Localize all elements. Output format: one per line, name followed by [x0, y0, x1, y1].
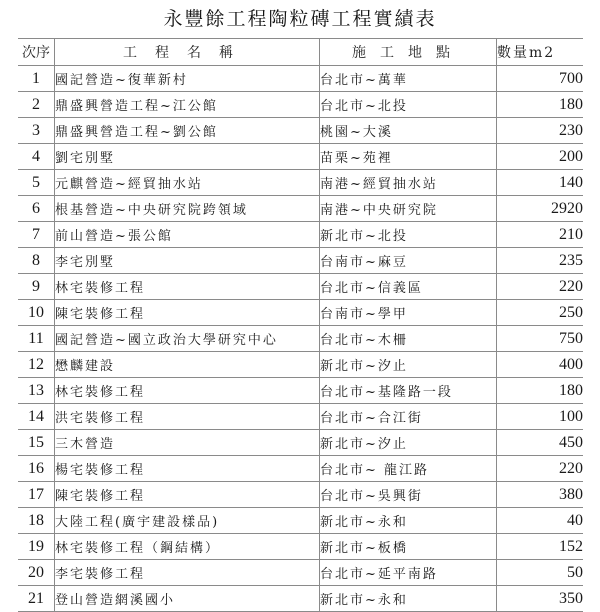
header-quantity: 數量m2 — [497, 39, 584, 66]
cell-location: 台南市~麻豆 — [320, 248, 497, 274]
cell-project-name: 大陸工程(廣宇建設樣品) — [55, 508, 320, 534]
cell-location: 台北市~北投 — [320, 92, 497, 118]
cell-no: 5 — [18, 170, 55, 196]
table-row — [18, 534, 583, 560]
table-row — [18, 352, 583, 378]
cell-project-name: 國記營造~復華新村 — [55, 66, 320, 92]
cell-quantity: 180 — [497, 378, 584, 404]
table-row — [18, 222, 583, 248]
project-records-table — [18, 38, 583, 612]
table-row — [18, 430, 583, 456]
cell-location: 新北市~永和 — [320, 586, 497, 612]
cell-project-name: 鼎盛興營造工程~江公館 — [55, 92, 320, 118]
table-row — [18, 170, 583, 196]
header-location: 施工地點 — [320, 39, 497, 66]
cell-quantity: 40 — [497, 508, 584, 534]
cell-location: 南港~經貿抽水站 — [320, 170, 497, 196]
cell-no: 11 — [18, 326, 55, 352]
table-row — [18, 482, 583, 508]
cell-location: 新北市~北投 — [320, 222, 497, 248]
cell-location: 台北市~吳興街 — [320, 482, 497, 508]
cell-no: 4 — [18, 144, 55, 170]
table-row — [18, 326, 583, 352]
cell-quantity: 235 — [497, 248, 584, 274]
cell-quantity: 152 — [497, 534, 584, 560]
cell-quantity: 140 — [497, 170, 584, 196]
cell-quantity: 230 — [497, 118, 584, 144]
cell-quantity: 380 — [497, 482, 584, 508]
cell-quantity: 450 — [497, 430, 584, 456]
cell-location: 台南市~學甲 — [320, 300, 497, 326]
table-row — [18, 92, 583, 118]
table-header-row — [18, 39, 583, 66]
cell-no: 6 — [18, 196, 55, 222]
cell-location: 苗栗~苑裡 — [320, 144, 497, 170]
cell-no: 8 — [18, 248, 55, 274]
cell-no: 19 — [18, 534, 55, 560]
cell-project-name: 李宅別墅 — [55, 248, 320, 274]
table-row — [18, 118, 583, 144]
cell-quantity: 250 — [497, 300, 584, 326]
cell-no: 18 — [18, 508, 55, 534]
cell-location: 台北市~ 龍江路 — [320, 456, 497, 482]
table-row — [18, 456, 583, 482]
cell-project-name: 楊宅裝修工程 — [55, 456, 320, 482]
cell-no: 17 — [18, 482, 55, 508]
cell-location: 台北市~基隆路一段 — [320, 378, 497, 404]
table-row — [18, 404, 583, 430]
cell-location: 南港~中央研究院 — [320, 196, 497, 222]
document-title: 永豐餘工程陶粒磚工程實績表 — [163, 8, 437, 30]
cell-project-name: 懋麟建設 — [55, 352, 320, 378]
table-row — [18, 274, 583, 300]
cell-project-name: 前山營造~張公館 — [55, 222, 320, 248]
cell-project-name: 陳宅裝修工程 — [55, 300, 320, 326]
cell-quantity: 400 — [497, 352, 584, 378]
cell-project-name: 洪宅裝修工程 — [55, 404, 320, 430]
table-row — [18, 586, 583, 612]
cell-project-name: 三木營造 — [55, 430, 320, 456]
cell-no: 20 — [18, 560, 55, 586]
cell-location: 新北市~汐止 — [320, 430, 497, 456]
cell-project-name: 李宅裝修工程 — [55, 560, 320, 586]
cell-location: 台北市~信義區 — [320, 274, 497, 300]
cell-quantity: 2920 — [497, 196, 584, 222]
cell-quantity: 200 — [497, 144, 584, 170]
table-body — [18, 66, 583, 612]
cell-quantity: 210 — [497, 222, 584, 248]
cell-location: 新北市~永和 — [320, 508, 497, 534]
cell-no: 10 — [18, 300, 55, 326]
table-row — [18, 248, 583, 274]
cell-no: 15 — [18, 430, 55, 456]
cell-location: 台北市~萬華 — [320, 66, 497, 92]
cell-quantity: 180 — [497, 92, 584, 118]
cell-no: 12 — [18, 352, 55, 378]
table-row — [18, 508, 583, 534]
cell-project-name: 林宅裝修工程 — [55, 378, 320, 404]
header-name: 工程名稱 — [55, 39, 320, 66]
cell-no: 3 — [18, 118, 55, 144]
cell-project-name: 劉宅別墅 — [55, 144, 320, 170]
cell-location: 台北市~延平南路 — [320, 560, 497, 586]
cell-no: 16 — [18, 456, 55, 482]
cell-project-name: 根基營造~中央研究院跨領域 — [55, 196, 320, 222]
cell-no: 2 — [18, 92, 55, 118]
table-row — [18, 196, 583, 222]
cell-quantity: 750 — [497, 326, 584, 352]
table-row — [18, 66, 583, 92]
cell-no: 21 — [18, 586, 55, 612]
table-row — [18, 378, 583, 404]
cell-quantity: 220 — [497, 274, 584, 300]
cell-location: 新北市~板橋 — [320, 534, 497, 560]
cell-quantity: 50 — [497, 560, 584, 586]
cell-quantity: 350 — [497, 586, 584, 612]
cell-no: 1 — [18, 66, 55, 92]
cell-quantity: 700 — [497, 66, 584, 92]
cell-project-name: 陳宅裝修工程 — [55, 482, 320, 508]
table-row — [18, 560, 583, 586]
cell-location: 新北市~汐止 — [320, 352, 497, 378]
cell-no: 14 — [18, 404, 55, 430]
cell-project-name: 元麒營造~經貿抽水站 — [55, 170, 320, 196]
cell-quantity: 100 — [497, 404, 584, 430]
cell-project-name: 鼎盛興營造工程~劉公館 — [55, 118, 320, 144]
cell-project-name: 國記營造~國立政治大學研究中心 — [55, 326, 320, 352]
table-row — [18, 144, 583, 170]
cell-location: 台北市~木柵 — [320, 326, 497, 352]
table-row — [18, 300, 583, 326]
header-no: 次序 — [18, 39, 55, 66]
cell-location: 桃園~大溪 — [320, 118, 497, 144]
cell-no: 7 — [18, 222, 55, 248]
cell-project-name: 林宅裝修工程 — [55, 274, 320, 300]
cell-quantity: 220 — [497, 456, 584, 482]
cell-no: 9 — [18, 274, 55, 300]
cell-location: 台北市~合江街 — [320, 404, 497, 430]
cell-project-name: 登山營造網溪國小 — [55, 586, 320, 612]
cell-project-name: 林宅裝修工程（鋼結構） — [55, 534, 320, 560]
cell-no: 13 — [18, 378, 55, 404]
